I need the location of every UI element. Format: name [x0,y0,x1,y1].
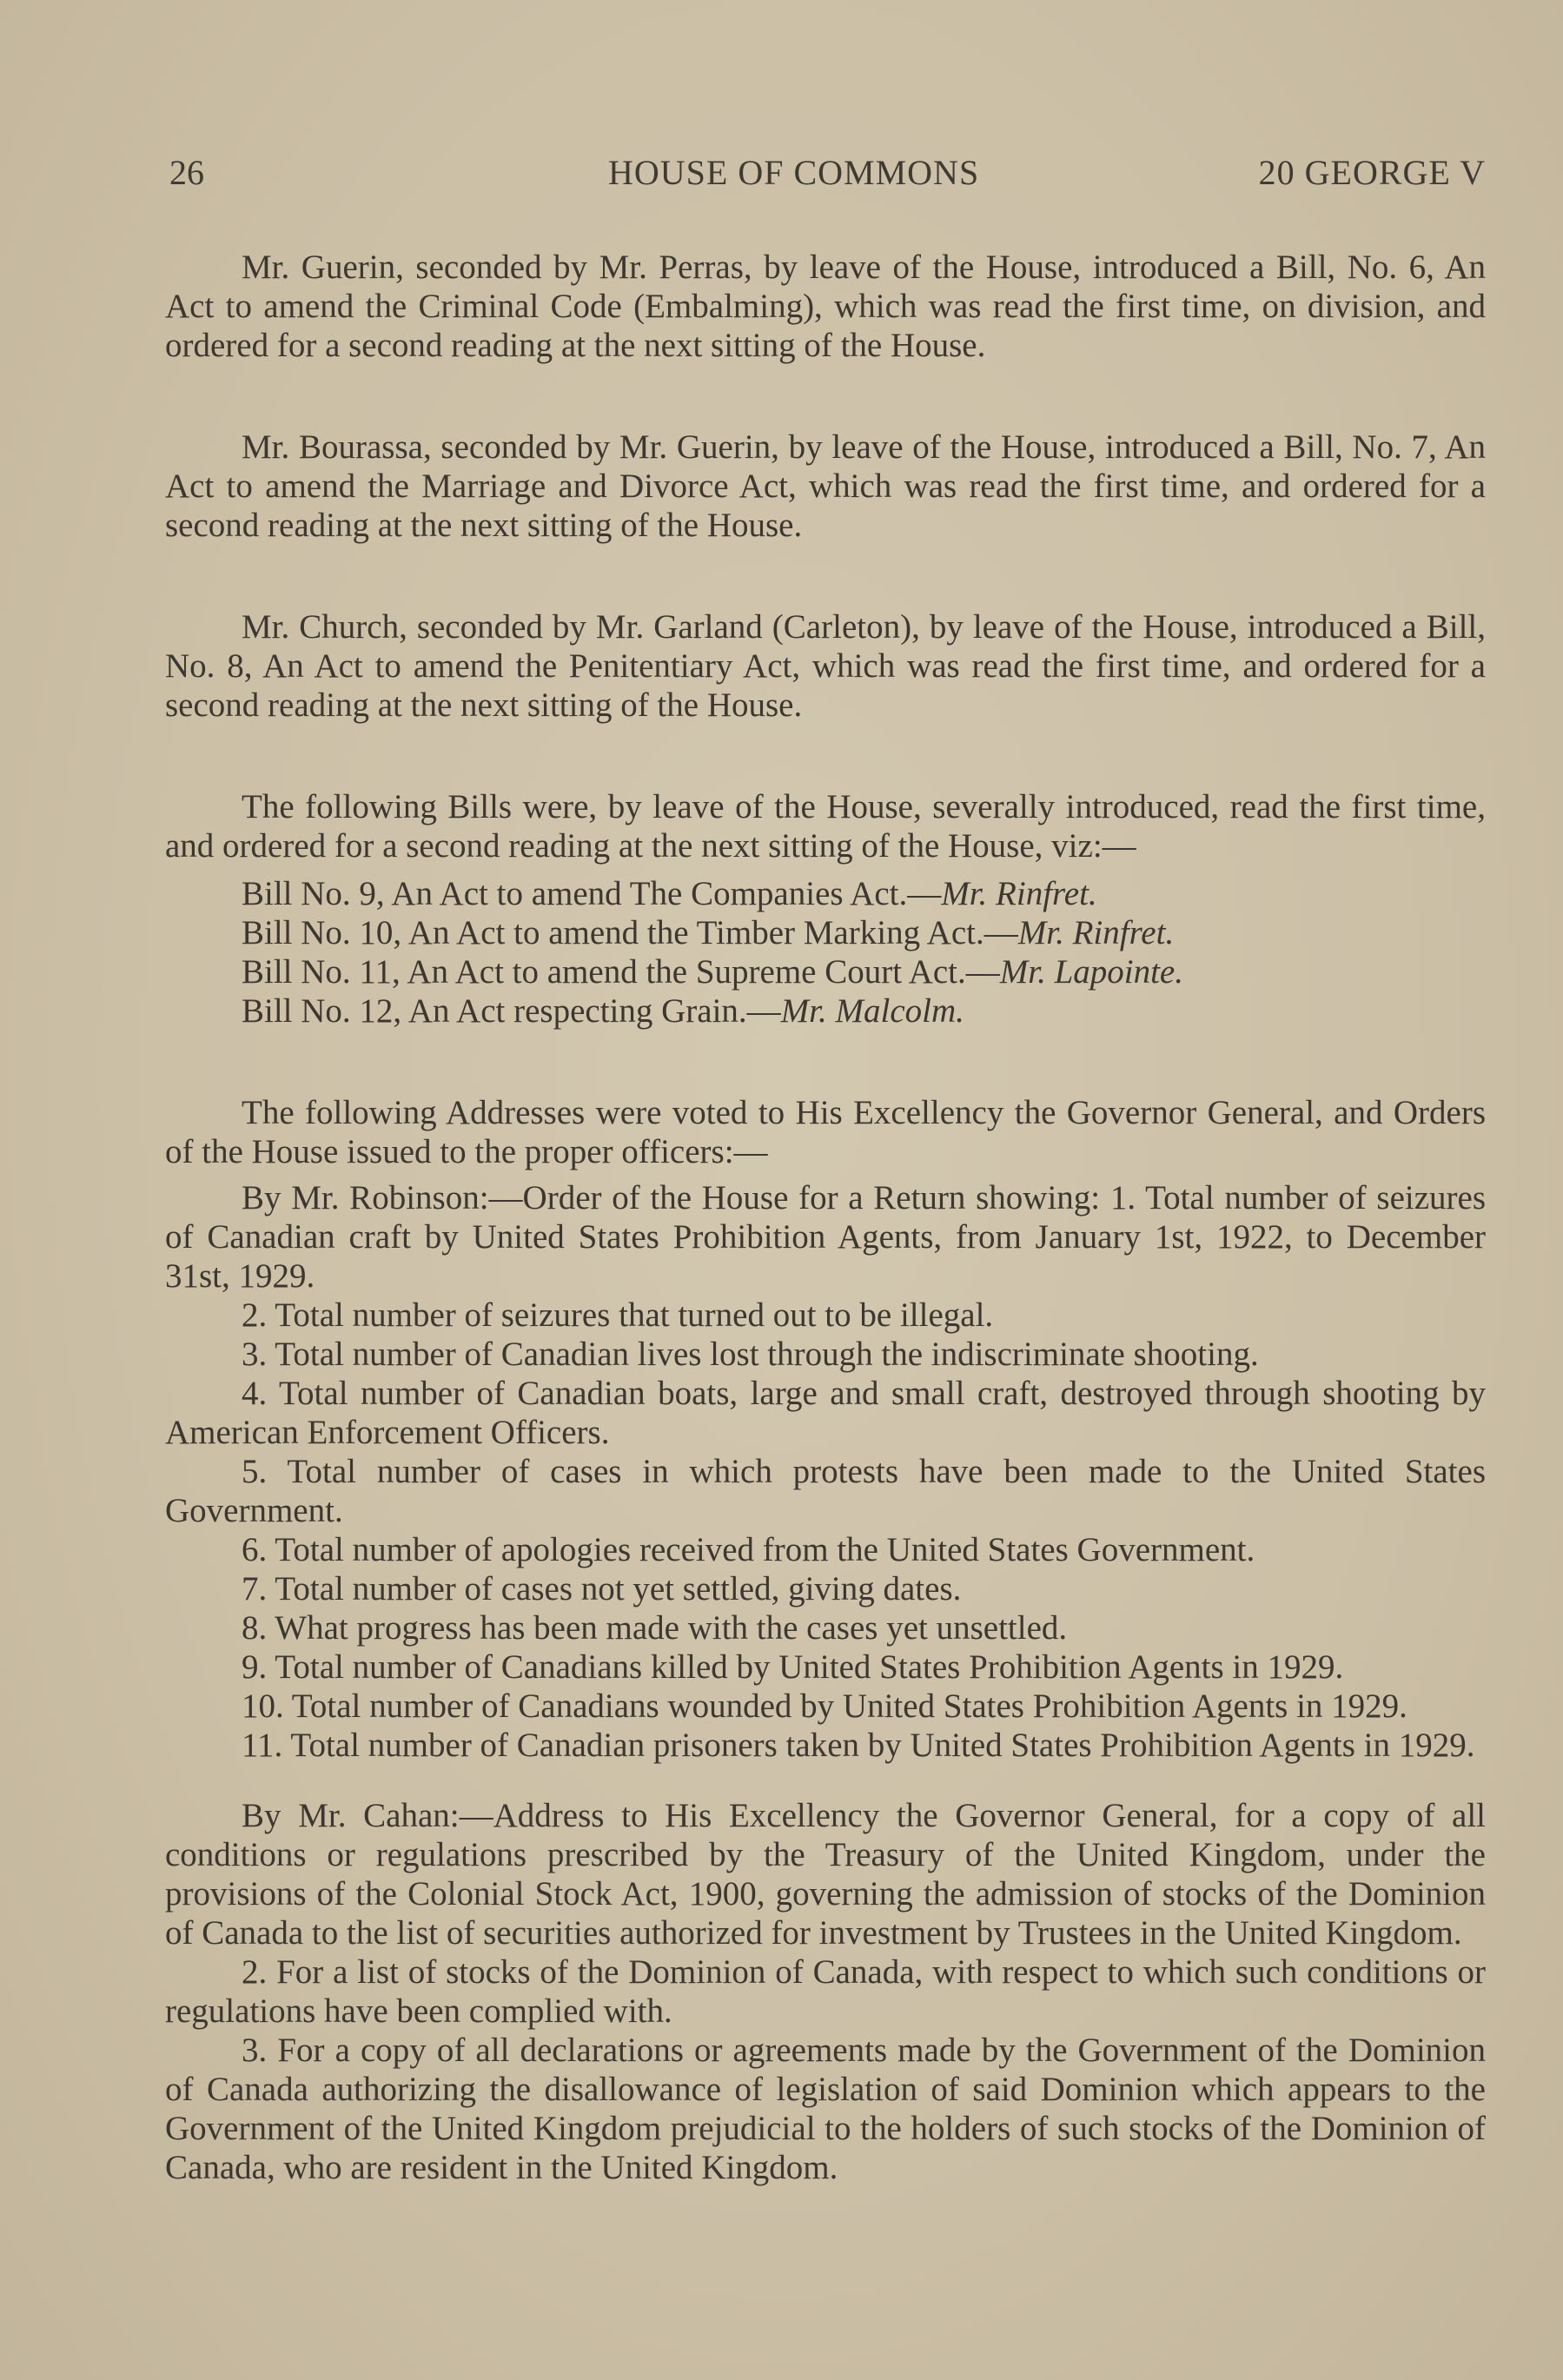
session-label: 20 GEORGE V [1258,153,1486,192]
address-item: 2. For a list of stocks of the Dominion of Canada, with respect to which such conditions or regulations have been complied with. [165,1953,1486,2030]
order-item: 9. Total number of Canadians killed by United States Prohibition Agents in 1929. [242,1648,1344,1686]
paragraph-church-bill: Mr. Church, seconded by Mr. Garland (Carleton), by leave of the House, introduced a Bill, No. 8, An Act to amend the Penitentiary Act, which was read the first time, and ordered for a second reading at the next sitting of the House. [165,608,1486,724]
bill-member: Mr. Malcolm. [780,992,964,1030]
robinson-order [165,1178,1486,1765]
order-item: 4. Total number of Canadian boats, large and small craft, destroyed through shooting by American Enforcement Officers. [165,1375,1486,1451]
bill-entry: Bill No. 11, An Act to amend the Supreme Court Act.—Mr. Lapointe. [242,953,1183,991]
order-item: 3. Total number of Canadian lives lost through the indiscriminate shooting. [242,1336,1259,1373]
address-item: By Mr. Cahan:—Address to His Excellency the Governor General, for a copy of all conditions or regulations prescribed by the Treasury of the United Kingdom, under the provisions of the Colonial Stock Act, 1900, governing the admission of stocks of the Dominion of Canada to the list of securities authorized for investment by Trustees in the United Kingdom. [165,1797,1486,1952]
bill-list [242,874,1486,1031]
cahan-address [165,1796,1486,2187]
order-item: 8. What progress has been made with the cases yet unsettled. [242,1609,1068,1647]
order-item: 10. Total number of Canadians wounded by United States Prohibition Agents in 1929. [242,1687,1407,1725]
paragraph-addresses-intro: The following Addresses were voted to His Excellency the Governor General, and Orders of the House issued to the proper officers:— [165,1094,1486,1170]
order-item: 6. Total number of apologies received from the United States Government. [242,1531,1255,1568]
order-item: By Mr. Robinson:—Order of the House for a Return showing: 1. Total number of seizures of Canadian craft by United States Prohibition Agents, from January 1st, 1922, to December 31st, 1929. [165,1179,1486,1295]
paragraph-guerin-bill: Mr. Guerin, seconded by Mr. Perras, by leave of the House, introduced a Bill, No. 6, An Act to amend the Criminal Code (Embalming), which was read the first time, on division, and ordered for a second reading at the next sitting of the House. [165,249,1486,364]
order-item: 5. Total number of cases in which protests have been made to the United States Government. [165,1453,1486,1529]
order-item: 11. Total number of Canadian prisoners taken by United States Prohibition Agents in 1929. [242,1727,1475,1764]
bill-entry: Bill No. 10, An Act to amend the Timber Marking Act.—Mr. Rinfret. [242,914,1175,951]
bill-member: Mr. Lapointe. [999,953,1183,991]
order-item: 7. Total number of cases not yet settled, giving dates. [242,1570,962,1608]
address-item: 3. For a copy of all declarations or agreements made by the Government of the Dominion of Canada authorizing the disallowance of legislation of said Dominion which appears to the Government of the United Kingdom prejudicial to the holders of such stocks of the Dominion of Canada, who are resident in the United Kingdom. [165,2032,1486,2186]
bill-member: Mr. Rinfret. [941,875,1097,912]
bill-member: Mr. Rinfret. [1017,914,1175,951]
page-number: 26 [169,153,204,192]
bill-entry: Bill No. 12, An Act respecting Grain.—Mr. Malcolm. [242,992,964,1030]
paragraph-bourassa-bill: Mr. Bourassa, seconded by Mr. Guerin, by leave of the House, introduced a Bill, No. 7, An Act to amend the Marriage and Divorce Act, which was read the first time, and ordered for a second reading at the next sitting of the House. [165,428,1486,544]
order-item: 2. Total number of seizures that turned out to be illegal. [242,1296,994,1334]
running-header [169,152,1486,204]
page-title: HOUSE OF COMMONS [608,153,980,192]
bill-entry: Bill No. 9, An Act to amend The Companies Act.—Mr. Rinfret. [242,875,1097,912]
paragraph-bills-intro: The following Bills were, by leave of the House, severally introduced, read the first time, and ordered for a second reading at the next sitting of the House, viz:— [165,788,1486,865]
document-body [165,248,1486,2187]
